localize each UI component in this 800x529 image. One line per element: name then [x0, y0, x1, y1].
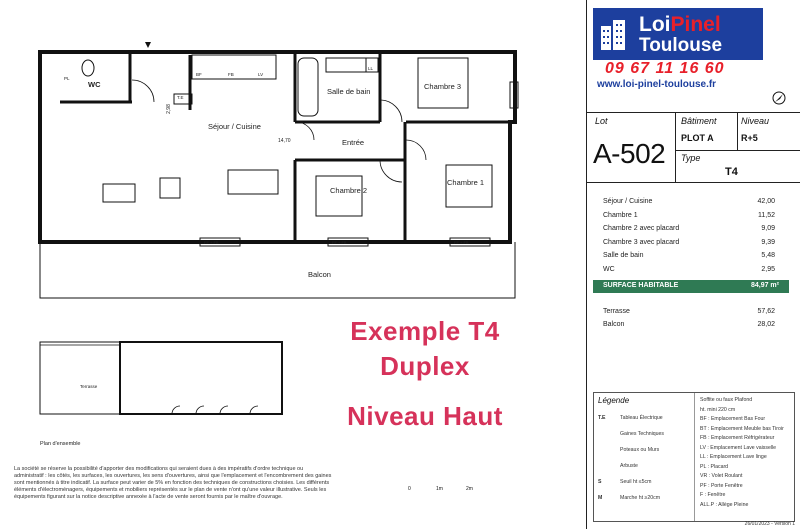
brand-name-part3: Toulouse — [639, 35, 723, 56]
compass-small-icon — [771, 88, 789, 106]
brand-name-part2: Pinel — [670, 13, 721, 36]
room-label-ch1: Chambre 1 — [447, 178, 485, 187]
surface-name: WC — [603, 265, 615, 273]
kitchen-counter — [192, 55, 276, 79]
legend-right-item: FB : Emplacement Réfrigérateur — [700, 435, 775, 441]
surface-row — [587, 252, 789, 263]
footer-date: 26/01/2023 - Version 1 — [744, 521, 795, 527]
ensemble-plan — [40, 342, 282, 414]
lot-label: Lot — [595, 116, 608, 126]
scale-label-0: 0 — [408, 486, 411, 492]
batiment-value: PLOT A — [681, 133, 714, 143]
brand-phone[interactable]: 09 67 11 16 60 — [605, 60, 725, 77]
info-panel — [586, 0, 800, 529]
brand-name-part1: Loi — [639, 13, 671, 36]
brand-website[interactable]: www.loi-pinel-toulouse.fr — [597, 79, 717, 90]
example-level: Niveau Haut — [347, 401, 503, 431]
legend-text: Marche ht ≥20cm — [620, 495, 661, 501]
window-label-1: FF + FB — [204, 240, 219, 245]
type-value: T4 — [725, 166, 738, 178]
legend-right-item: ht. mini 220 cm — [700, 406, 736, 413]
legend-left-item — [598, 479, 651, 485]
room-label-entree: Entrée — [342, 138, 365, 147]
room-label-balcon: Balcon — [308, 270, 331, 279]
legend-text: Gaines Techniques — [620, 431, 665, 437]
building-icon — [597, 18, 631, 52]
legend-left-item — [598, 495, 660, 501]
surface-value: 5,48 — [761, 252, 775, 259]
brand-logo — [593, 8, 763, 60]
exterior-value: 28,02 — [757, 321, 775, 328]
exterior-value: 57,62 — [757, 308, 775, 315]
sofa — [103, 184, 135, 202]
interior-walls — [60, 52, 515, 242]
terrasse-label: Terrasse — [80, 384, 98, 389]
surface-name: Salle de bain — [603, 252, 644, 259]
surface-name: Chambre 3 avec placard — [603, 238, 680, 246]
legend-title: Légende — [598, 396, 630, 405]
legend-right-item: BT : Emplacement Meuble bas Tiroir — [700, 425, 784, 432]
legend-right-item: PL : Placard — [700, 463, 729, 470]
surface-name: Séjour / Cuisine — [603, 198, 653, 205]
surface-habitable-value: 84,97 m² — [750, 282, 779, 289]
legend-right-item: LL : Emplacement Lave linge — [700, 454, 767, 460]
surface-value: 11,52 — [758, 211, 775, 219]
lv-label: LV — [258, 72, 264, 77]
scale-label-1: 1m — [436, 486, 443, 492]
ll-label: LL — [368, 66, 374, 71]
legend-right-item: Soffite ou faux Plafond — [700, 397, 753, 403]
sink-counter — [326, 58, 366, 72]
legend-right-item: F : Fenêtre — [700, 492, 726, 498]
legend-box — [593, 392, 795, 522]
legend-left-item — [598, 415, 663, 421]
surface-value: 9,09 — [761, 225, 775, 232]
dining-table — [228, 170, 278, 194]
example-title: Exemple T4 — [350, 316, 500, 346]
surface-row — [587, 212, 789, 223]
room-label-ch3: Chambre 3 — [424, 82, 462, 91]
fb-label: FB — [228, 72, 234, 77]
toilet — [82, 60, 94, 76]
bathtub — [298, 58, 318, 116]
legend-right-item: ALL.P : Allège Pleine — [700, 501, 749, 508]
exterior-row — [587, 321, 789, 332]
room-label-ch2: Chambre 2 — [330, 186, 368, 195]
room-label-sdb: Salle de bain — [327, 87, 371, 96]
surface-value: 2,95 — [761, 265, 775, 273]
exterior-name: Terrasse — [603, 308, 630, 315]
surface-name: Chambre 1 — [603, 211, 638, 219]
surface-row — [587, 225, 789, 236]
legend-left-item — [598, 463, 638, 469]
legend-key: T.E — [598, 415, 606, 421]
disclaimer-text: La société se réserve la possibilité d'apporter des modifications qui seraient dues à des impératifs d'ordre technique ou administratif : les côtés, les surfaces, les ouvertures, les sens d'ouvertures, ainsi que l'emplacement et l'encombrement des gaines sont mentionnés à titre indicatif. La surface peut varier de 5% en fonction des techniques de constructions choisies. Les différents éléments d'électroménagers, équipements et mobiliers représentés sur le plan de vente n'ont qu'une valeur illustrative. Seuls les équipements figurant sur la notice descriptive annexée à l'acte de vente seront fournis par le maître d'ouvrage. — [14, 466, 332, 500]
legend-right-item: VR : Volet Roulant — [700, 473, 743, 479]
legend-left-item — [598, 431, 664, 437]
armchair — [160, 178, 180, 198]
legend-left-item — [598, 447, 659, 453]
exterior-walls — [40, 52, 515, 242]
surface-value: 42,00 — [757, 198, 775, 205]
height-label-1: 2,98 — [165, 104, 172, 114]
room-label-sejour: Séjour / Cuisine — [208, 122, 261, 131]
surface-value: 9,39 — [761, 238, 775, 246]
legend-text: Seuil ht ≤5cm — [620, 479, 652, 485]
legend-text: Arbuste — [620, 463, 638, 469]
entrance-arrow — [145, 42, 151, 48]
surface-row — [587, 266, 789, 277]
pl-label: PL — [64, 76, 70, 81]
legend-right-item: PF : Porte Fenêtre — [700, 482, 743, 489]
bed-chambre-2 — [316, 176, 362, 216]
te-label: T.E — [177, 95, 184, 100]
exterior-name: Balcon — [603, 321, 625, 328]
ensemble-label: Plan d'ensemble — [40, 441, 81, 447]
legend-right-item: BF : Emplacement Bas Four — [700, 416, 766, 422]
legend-key: M — [598, 495, 603, 501]
scale-label-2: 2m — [466, 486, 473, 492]
surface-name: Chambre 2 avec placard — [603, 225, 680, 232]
surface-row — [587, 239, 789, 250]
example-subtitle: Duplex — [380, 351, 470, 381]
window-label-2: FF + FB — [332, 240, 347, 245]
legend-text: Tableau Électrique — [620, 415, 663, 421]
lot-value: A-502 — [593, 138, 666, 169]
legend-text: Poteaux ou Murs — [620, 447, 660, 453]
room-label-wc: WC — [88, 80, 101, 89]
bf-label: BF — [196, 72, 202, 77]
surface-habitable-row — [593, 280, 789, 293]
balcony-outline — [40, 242, 515, 298]
batiment-label: Bâtiment — [681, 116, 717, 126]
type-label: Type — [681, 153, 701, 163]
niveau-value: R+5 — [741, 133, 758, 143]
legend-key: S — [598, 479, 602, 485]
niveau-label: Niveau — [741, 116, 770, 126]
exterior-row — [587, 308, 789, 319]
surface-habitable-label: SURFACE HABITABLE — [603, 282, 679, 289]
height-label-2: 14,70 — [278, 138, 291, 144]
legend-right-item: LV : Emplacement Lave vaisselle — [700, 444, 777, 451]
window-label-3: FF + FB — [454, 240, 469, 245]
surface-row — [587, 198, 789, 209]
